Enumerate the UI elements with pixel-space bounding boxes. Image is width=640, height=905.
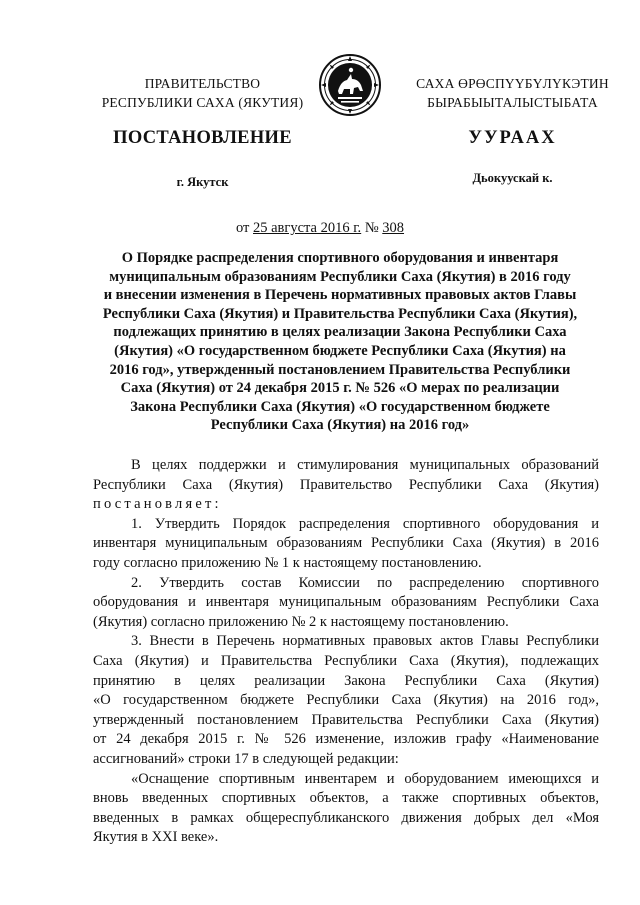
org-line: САХА ӨРӨСПҮҮБҮЛҮКЭТИН <box>416 76 609 91</box>
title-line: подлежащих принятию в целях реализации Закона Республики Саха <box>113 324 567 341</box>
body-line: 2. Утвердить состав Комиссии по распределению спортивного <box>131 574 599 591</box>
number-sign: № <box>361 220 383 236</box>
title-line: (Якутия) «О государственном бюджете Республики Саха (Якутия) на <box>114 342 566 359</box>
body-line: инвентаря муниципальным образованиям Республики Саха (Якутия) в 2016 <box>93 535 599 552</box>
body-line: утвержденный постановлением Правительства Республики Саха (Якутия) <box>93 711 599 728</box>
title-line: 2016 год», утвержденный постановлением Правительства Республики <box>109 361 571 378</box>
body-line: «Оснащение спортивным инвентарем и оборудованием имеющихся и <box>131 770 599 787</box>
document-date: 25 августа 2016 г. <box>253 220 362 236</box>
body-line: оборудования и инвентаря муниципальным образованиям Республики Саха <box>93 594 599 611</box>
body-line: В целях поддержки и стимулирования муниципальных образований <box>131 457 599 473</box>
city-sah: Дьокуускай к. <box>472 171 553 185</box>
body-line: от 24 декабря 2015 г. № 526 изменение, изложив графу «Наименование <box>93 731 599 748</box>
org-line: БЫРАБЫЫТАЛЫСТЫБАТА <box>427 95 598 110</box>
body-line: Якутия в XXI веке». <box>93 829 219 846</box>
body-line: постановляет: <box>93 496 222 513</box>
title-line: Закона Республики Саха (Якутия) «О государственном бюджете <box>130 398 550 415</box>
city-ru: г. Якутск <box>176 175 229 189</box>
title-line: Республики Саха (Якутия) и Правительства Республики Саха (Якутия), <box>102 305 578 322</box>
title-line: Республики Саха (Якутия) на 2016 год» <box>210 417 470 434</box>
title-line: и внесении изменения в Перечень нормативных правовых актов Главы <box>103 287 577 304</box>
government-name-sah <box>400 74 625 112</box>
body-line: 1. Утвердить Порядок распределения спортивного оборудования и <box>131 515 599 532</box>
doc-type-sah: УУРААХ <box>468 128 557 148</box>
body-line: (Якутия) согласно приложению № 2 к настоящему постановлению. <box>93 613 509 630</box>
document-number: 308 <box>382 220 405 236</box>
body-line: «О государственном бюджете Республики Саха (Якутия) на 2016 год», <box>93 692 599 709</box>
org-line: ПРАВИТЕЛЬСТВО <box>144 76 261 91</box>
body-line: Саха (Якутия) и Правительства Республики Саха (Якутия), подлежащих <box>93 652 599 669</box>
body-line: 3. Внести в Перечень нормативных правовых актов Главы Республики <box>131 633 599 650</box>
body-line: году согласно приложению № 1 к настоящему постановлению. <box>93 554 482 571</box>
body-line: Республики Саха (Якутия) Правительство Республики Саха (Якутия) <box>93 476 599 493</box>
date-prefix: от <box>235 220 253 236</box>
title-line: муниципальным образованиям Республики Саха (Якутия) в 2016 году <box>109 268 571 285</box>
document-title <box>85 249 595 435</box>
coat-of-arms-icon <box>318 53 382 117</box>
body-line: введенных в рамках общереспубликанского движения добрых дел «Моя <box>93 809 599 826</box>
org-line: РЕСПУБЛИКИ САХА (ЯКУТИЯ) <box>101 95 304 110</box>
body-line: принятию в целях реализации Закона Республики Саха (Якутия) <box>93 672 599 689</box>
date-number-line <box>0 220 640 237</box>
title-line: Саха (Якутия) от 24 декабря 2015 г. № 526 «О мерах по реализации <box>120 380 560 397</box>
document-body <box>93 456 599 848</box>
title-line: О Порядке распределения спортивного оборудования и инвентаря <box>121 250 559 266</box>
government-name-ru <box>100 74 305 112</box>
body-line: вновь введенных спортивных объектов, а также спортивных объектов, <box>93 790 599 807</box>
body-line: ассигнований» строки 17 в следующей редакции: <box>93 750 399 767</box>
doc-type-ru: ПОСТАНОВЛЕНИЕ <box>113 128 292 148</box>
